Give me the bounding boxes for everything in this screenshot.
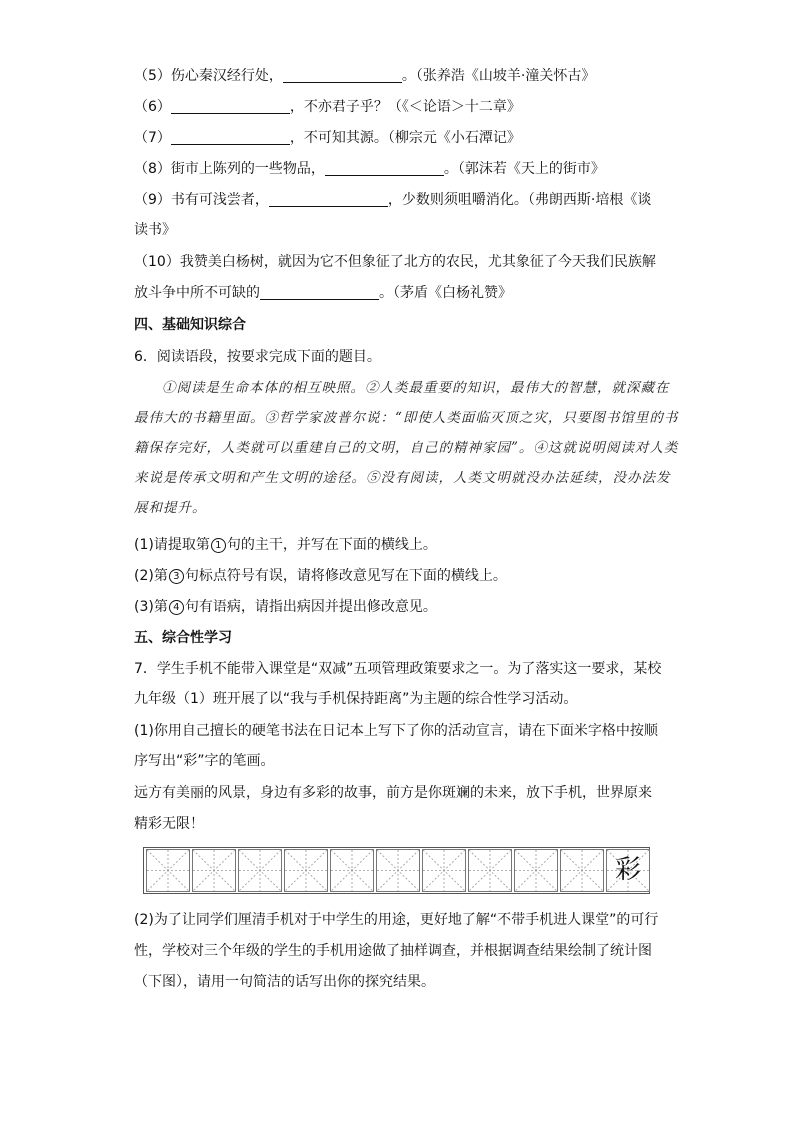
- sub-question-text: 性，学校对三个年级的学生的手机用途做了抽样调查，并根据调查结果绘制了统计图: [134, 943, 652, 959]
- sample-character: 彩: [614, 855, 641, 885]
- item-number: （7）: [134, 130, 171, 146]
- grid-cell[interactable]: [468, 849, 512, 892]
- sub-question-text: 序写出“彩”字的笔画。: [134, 753, 275, 769]
- item-text-after: 。（张养浩《山坡羊·潼关怀古》: [401, 68, 596, 84]
- answer-blank[interactable]: [269, 192, 388, 207]
- sub-question-text: 句的主干，并写在下面的横线上。: [226, 537, 437, 553]
- answer-blank[interactable]: [283, 68, 402, 83]
- passage-line: ①阅读是生命本体的相互映照。②人类最重要的知识，最伟大的智慧，就深藏在: [162, 380, 670, 396]
- passage-line: 展和提升。: [134, 500, 207, 516]
- item-text-before: 我赞美白杨树，就因为它不但象征了北方的农民，尤其象征了今天我们民族解: [179, 254, 656, 270]
- sub-question-text: (1)你用自己擅长的硬笔书法在日记本上写下了你的活动宣言，请在下面米字格中按顺: [134, 723, 658, 739]
- sentence-marker: 1: [211, 538, 226, 553]
- grid-cell[interactable]: [514, 849, 558, 892]
- passage-line: 籍保存完好，人类就可以重建自己的文明，自己的精神家园”。④这就说明阅读对人类: [134, 440, 679, 456]
- grid-cell[interactable]: [422, 849, 466, 892]
- slogan-text: 精彩无限！: [134, 816, 204, 832]
- item-text-after: ，少数则须咀嚼消化。（弗朗西斯·培根《谈: [387, 192, 652, 208]
- item-number: （5）: [134, 68, 171, 84]
- mizige-writing-grid: [143, 847, 650, 894]
- answer-blank[interactable]: [260, 285, 379, 300]
- item-number: （6）: [134, 99, 171, 115]
- question-title: 6．阅读语段，按要求完成下面的题目。: [134, 349, 381, 365]
- slogan-text: 远方有美丽的风景，身边有多彩的故事，前方是你斑斓的未来，放下手机，世界原来: [134, 785, 652, 801]
- section-heading: 五、综合性学习: [134, 630, 232, 646]
- passage-line: 最伟大的书籍里面。③哲学家波普尔说：“即使人类面临灭顶之灾，只要图书馆里的书: [134, 410, 679, 426]
- sub-question-3: [134, 597, 437, 617]
- item-text-after: 。（茅盾《白杨礼赞》: [379, 285, 512, 301]
- sub-question-1: [134, 535, 437, 555]
- sentence-marker: 4: [169, 600, 184, 615]
- answer-blank[interactable]: [325, 161, 444, 176]
- item-number: （10）: [134, 254, 180, 270]
- poem-item-9: [134, 190, 651, 210]
- item-number: （8）: [134, 161, 171, 177]
- poem-item-10-cont: [134, 283, 512, 303]
- sub-question-text: (2)为了让同学们厘清手机对于中学生的用途，更好地了解“不带手机进人课堂”的可行: [134, 912, 659, 928]
- grid-cell[interactable]: [560, 849, 604, 892]
- item-text-after: 。（郭沫若《天上的街市》: [443, 161, 605, 177]
- sub-question-text: （下图），请用一句简洁的话写出你的探究结果。: [134, 974, 435, 990]
- sub-question-text: 句有语病，请指出病因并提出修改意见。: [184, 599, 437, 615]
- poem-item-6: [134, 97, 521, 117]
- grid-cell[interactable]: [192, 849, 236, 892]
- item-text-before: 伤心秦汉经行处，: [170, 68, 283, 84]
- poem-item-8: [134, 159, 605, 179]
- grid-cell[interactable]: [284, 849, 328, 892]
- sub-question-text: (3)第: [134, 599, 168, 615]
- sentence-marker: 3: [169, 569, 184, 584]
- sub-question-2: [134, 566, 507, 586]
- poem-item-7: [134, 128, 521, 148]
- passage-line: 来说是传承文明和产生文明的途径。⑤没有阅读，人类文明就没办法延续，没办法发: [134, 470, 671, 486]
- grid-cell[interactable]: [330, 849, 374, 892]
- item-text-after: ，不可知其源。（柳宗元《小石潭记》: [289, 130, 521, 146]
- item-text-after: ，不亦君子乎？（《＜论语＞十二章》: [289, 99, 521, 115]
- grid-cell[interactable]: [238, 849, 282, 892]
- grid-cell[interactable]: [376, 849, 420, 892]
- sub-question-text: 句标点符号有误，请将修改意见写在下面的横线上。: [184, 568, 507, 584]
- item-text-before: 书有可浅尝者，: [170, 192, 269, 208]
- item-text-before: 街市上陈列的一些物品，: [170, 161, 325, 177]
- sub-question-text: (2)第: [134, 568, 168, 584]
- grid-cell[interactable]: [146, 849, 190, 892]
- poem-item-5: [134, 66, 595, 86]
- grid-cell-sample: [606, 849, 650, 892]
- sub-question-text: (1)请提取第: [134, 537, 210, 553]
- item-number: （9）: [134, 192, 171, 208]
- question-text: 7．学生手机不能带入课堂是“双减”五项管理政策要求之一。为了落实这一要求，某校: [134, 661, 662, 677]
- poem-item-9-cont: [134, 220, 176, 240]
- poem-item-10: [134, 252, 656, 272]
- answer-blank[interactable]: [171, 130, 290, 145]
- section-heading: 四、基础知识综合: [134, 317, 246, 333]
- item-text-after: 读书》: [134, 222, 176, 238]
- answer-blank[interactable]: [171, 99, 290, 114]
- item-text-before: 放斗争中所不可缺的: [134, 285, 260, 301]
- question-text: 九年级（1）班开展了以“我与手机保持距离”为主题的综合性学习活动。: [134, 691, 578, 707]
